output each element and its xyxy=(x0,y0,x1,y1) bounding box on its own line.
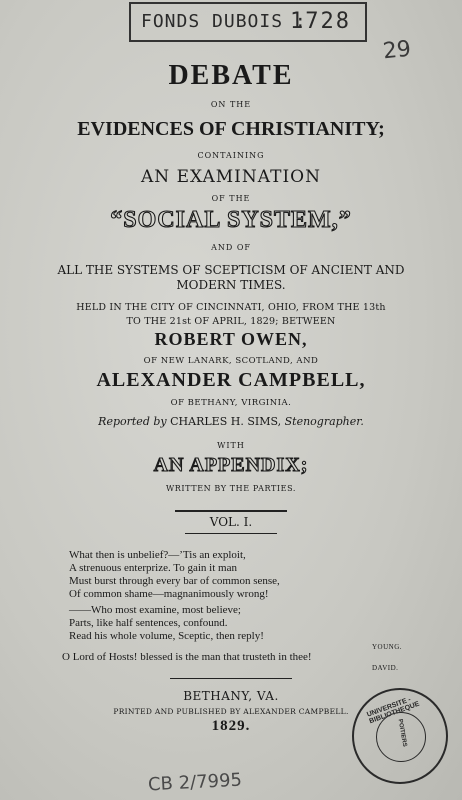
handwritten-call-number: CB 2/7995 xyxy=(147,769,243,796)
reported-by-line xyxy=(0,415,462,428)
library-stamp-mark: POITIERS xyxy=(396,718,408,748)
title-on-the: ON THE xyxy=(210,100,252,109)
title-and-of: AND OF xyxy=(211,243,251,252)
title-all-systems-line1: ALL THE SYSTEMS OF SCEPTICISM OF ANCIENT AND xyxy=(57,263,405,277)
epigraph-line: What then is unbelief?—’Tis an exploit, xyxy=(69,549,246,561)
stamp-number: 1728 xyxy=(290,9,351,34)
owen-place: OF NEW LANARK, SCOTLAND, AND xyxy=(143,356,319,366)
imprint-year: 1829. xyxy=(211,718,251,734)
held-line2: TO THE 21st OF APRIL, 1829; BETWEEN xyxy=(126,316,336,327)
ornamental-rule-bottom xyxy=(185,533,277,534)
scripture-line: O Lord of Hosts! blessed is the man that trusteth in thee! xyxy=(62,651,312,663)
title-containing: CONTAINING xyxy=(197,151,265,160)
title-appendix: AN APPENDIX; xyxy=(153,454,309,476)
stamp-label: FONDS DUBOIS : xyxy=(141,11,307,32)
imprint-printer: PRINTED AND PUBLISHED BY ALEXANDER CAMPBELL. xyxy=(113,707,349,716)
imprint-rule xyxy=(170,678,292,679)
epigraph-line: A strenuous enterprize. To gain it man xyxy=(69,562,237,574)
title-an-examination: AN EXAMINATION xyxy=(141,167,321,187)
ornamental-rule-top xyxy=(175,510,287,512)
fonds-dubois-stamp xyxy=(129,2,367,42)
shelfmark-handwritten: 29 xyxy=(381,36,413,65)
epigraph-line: Parts, like half sentences, confound. xyxy=(69,617,228,629)
name-robert-owen: ROBERT OWEN, xyxy=(154,329,308,349)
attribution-david: DAVID. xyxy=(372,664,399,672)
epigraph-line: ——Who most examine, most believe; xyxy=(69,604,241,616)
library-stamp-text: UNIVERSITE - BIBLIOTHEQUE xyxy=(366,696,421,726)
volume-label: VOL. I. xyxy=(209,515,253,529)
title-with: WITH xyxy=(217,441,245,450)
title-evidences: EVIDENCES OF CHRISTIANITY; xyxy=(77,118,385,140)
university-library-stamp xyxy=(352,688,448,784)
held-line1: HELD IN THE CITY OF CINCINNATI, OHIO, FROM THE 13th xyxy=(76,302,386,313)
reporter-role: Stenographer. xyxy=(284,415,364,428)
campbell-place: OF BETHANY, VIRGINIA. xyxy=(170,398,292,408)
epigraph-line: Of common shame—magnanimously wrong! xyxy=(69,588,269,600)
title-all-systems-line2: MODERN TIMES. xyxy=(176,278,286,292)
epigraph-line: Must burst through every bar of common sense, xyxy=(69,575,280,587)
name-alexander-campbell: ALEXANDER CAMPBELL, xyxy=(96,369,366,391)
epigraph-line: Read his whole volume, Sceptic, then reply! xyxy=(69,630,264,642)
attribution-young: YOUNG. xyxy=(372,643,403,651)
imprint-place: BETHANY, VA. xyxy=(183,689,279,703)
title-debate: DEBATE xyxy=(168,60,294,91)
reported-prefix: Reported by xyxy=(98,415,167,428)
reporter-name: CHARLES H. SIMS, xyxy=(170,415,282,428)
written-by-parties: WRITTEN BY THE PARTIES. xyxy=(165,484,297,493)
title-of-the: OF THE xyxy=(211,194,251,203)
title-social-system: “SOCIAL SYSTEM,” xyxy=(110,207,352,233)
